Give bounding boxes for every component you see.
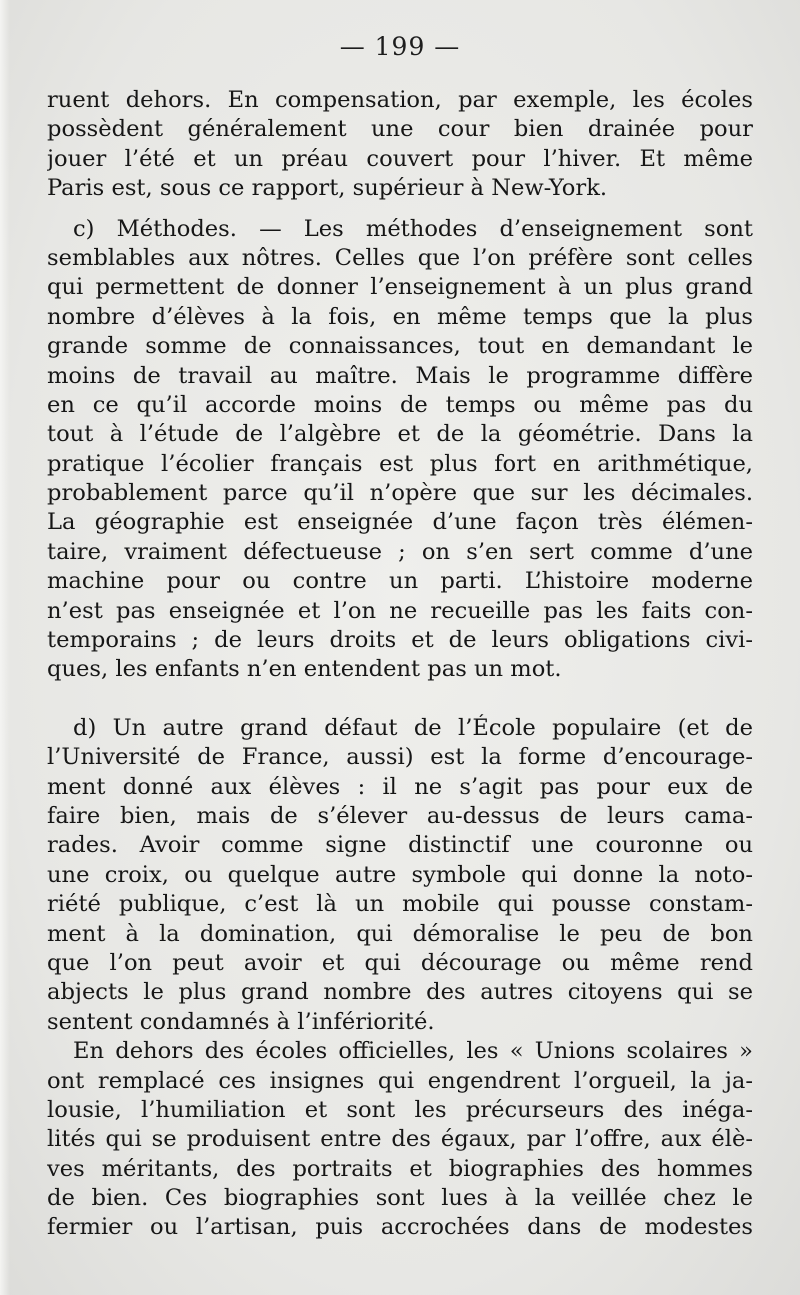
text-line: ruent dehors. En compensation, par exemple, les écoles (47, 87, 753, 113)
text-line: Paris est, sous ce rapport, supérieur à New-York. (47, 175, 608, 202)
text-line: grande somme de connaissances, tout en demandant le (47, 333, 753, 360)
text-line: ment donné aux élèves : il ne s’agit pas pour eux de (47, 773, 753, 800)
text-line: fermier ou l’artisan, puis accrochées dans de modestes (47, 1214, 753, 1241)
text-line: une croix, ou quelque autre symbole qui donne la noto- (47, 861, 753, 888)
page-number: — 199 — (339, 32, 461, 61)
paragraph-unions (47, 1037, 753, 1243)
text-line: ves méritants, des portraits et biographies des hommes (47, 1155, 753, 1182)
text-line: c) Méthodes. — Les méthodes d’enseignement sont (73, 215, 753, 242)
paragraph-gap (47, 685, 753, 714)
paragraph-methodes (47, 215, 753, 685)
text-line: en ce qu’il accorde moins de temps ou même pas du (47, 391, 753, 418)
text-line: qui permettent de donner l’enseignement à un plus grand (47, 274, 753, 301)
paragraph-gap (47, 204, 753, 215)
text-line: d) Un autre grand défaut de l’École populaire (et de (73, 714, 753, 741)
text-line: de bien. Ces biographies sont lues à la veillée chez le (47, 1185, 753, 1212)
text-line: taire, vraiment défectueuse ; on s’en sert comme d’une (47, 538, 753, 565)
text-line: ment à la domination, qui démoralise le peu de bon (47, 920, 753, 947)
paragraph-defaut (47, 714, 753, 1037)
text-line: semblables aux nôtres. Celles que l’on préfère sont celles (47, 244, 753, 271)
text-line: l’Université de France, aussi) est la forme d’encourage- (47, 744, 753, 771)
text-line: ques, les enfants n’en entendent pas un mot. (47, 656, 562, 683)
text-line: En dehors des écoles officielles, les « Unions scolaires » (73, 1038, 753, 1065)
paragraph-1 (47, 86, 753, 204)
text-line: n’est pas enseignée et l’on ne recueille pas les faits con- (47, 597, 753, 624)
text-line: probablement parce qu’il n’opère que sur les décimales. (47, 480, 753, 507)
text-line: abjects le plus grand nombre des autres citoyens qui se (47, 979, 753, 1006)
text-line: faire bien, mais de s’élever au-dessus de leurs cama- (47, 802, 753, 829)
text-line: possèdent généralement une cour bien drainée pour (47, 116, 753, 143)
text-line: riété publique, c’est là un mobile qui pousse constam- (47, 891, 753, 918)
text-line: La géographie est enseignée d’une façon très élémen- (47, 509, 753, 536)
text-line: jouer l’été et un préau couvert pour l’hiver. Et même (47, 145, 753, 172)
page-body (47, 86, 753, 1243)
text-line: que l’on peut avoir et qui décourage ou même rend (47, 949, 753, 976)
text-line: temporains ; de leurs droits et de leurs obligations civi- (47, 627, 753, 654)
text-line: rades. Avoir comme signe distinctif une couronne ou (47, 832, 753, 859)
text-line: lousie, l’humiliation et sont les précurseurs des inéga- (47, 1096, 753, 1123)
text-line: pratique l’écolier français est plus fort en arithmétique, (47, 450, 753, 477)
text-line: lités qui se produisent entre des égaux, par l’offre, aux élè- (47, 1126, 753, 1153)
text-line: machine pour ou contre un parti. L’histoire moderne (47, 568, 753, 595)
text-line: sentent condamnés à l’infériorité. (47, 1008, 435, 1035)
text-line: ont remplacé ces insignes qui engendrent l’orgueil, la ja- (47, 1067, 753, 1094)
text-line: tout à l’étude de l’algèbre et de la géométrie. Dans la (47, 421, 753, 448)
text-line: nombre d’élèves à la fois, en même temps que la plus (47, 303, 753, 330)
text-line: moins de travail au maître. Mais le programme diffère (47, 362, 753, 389)
